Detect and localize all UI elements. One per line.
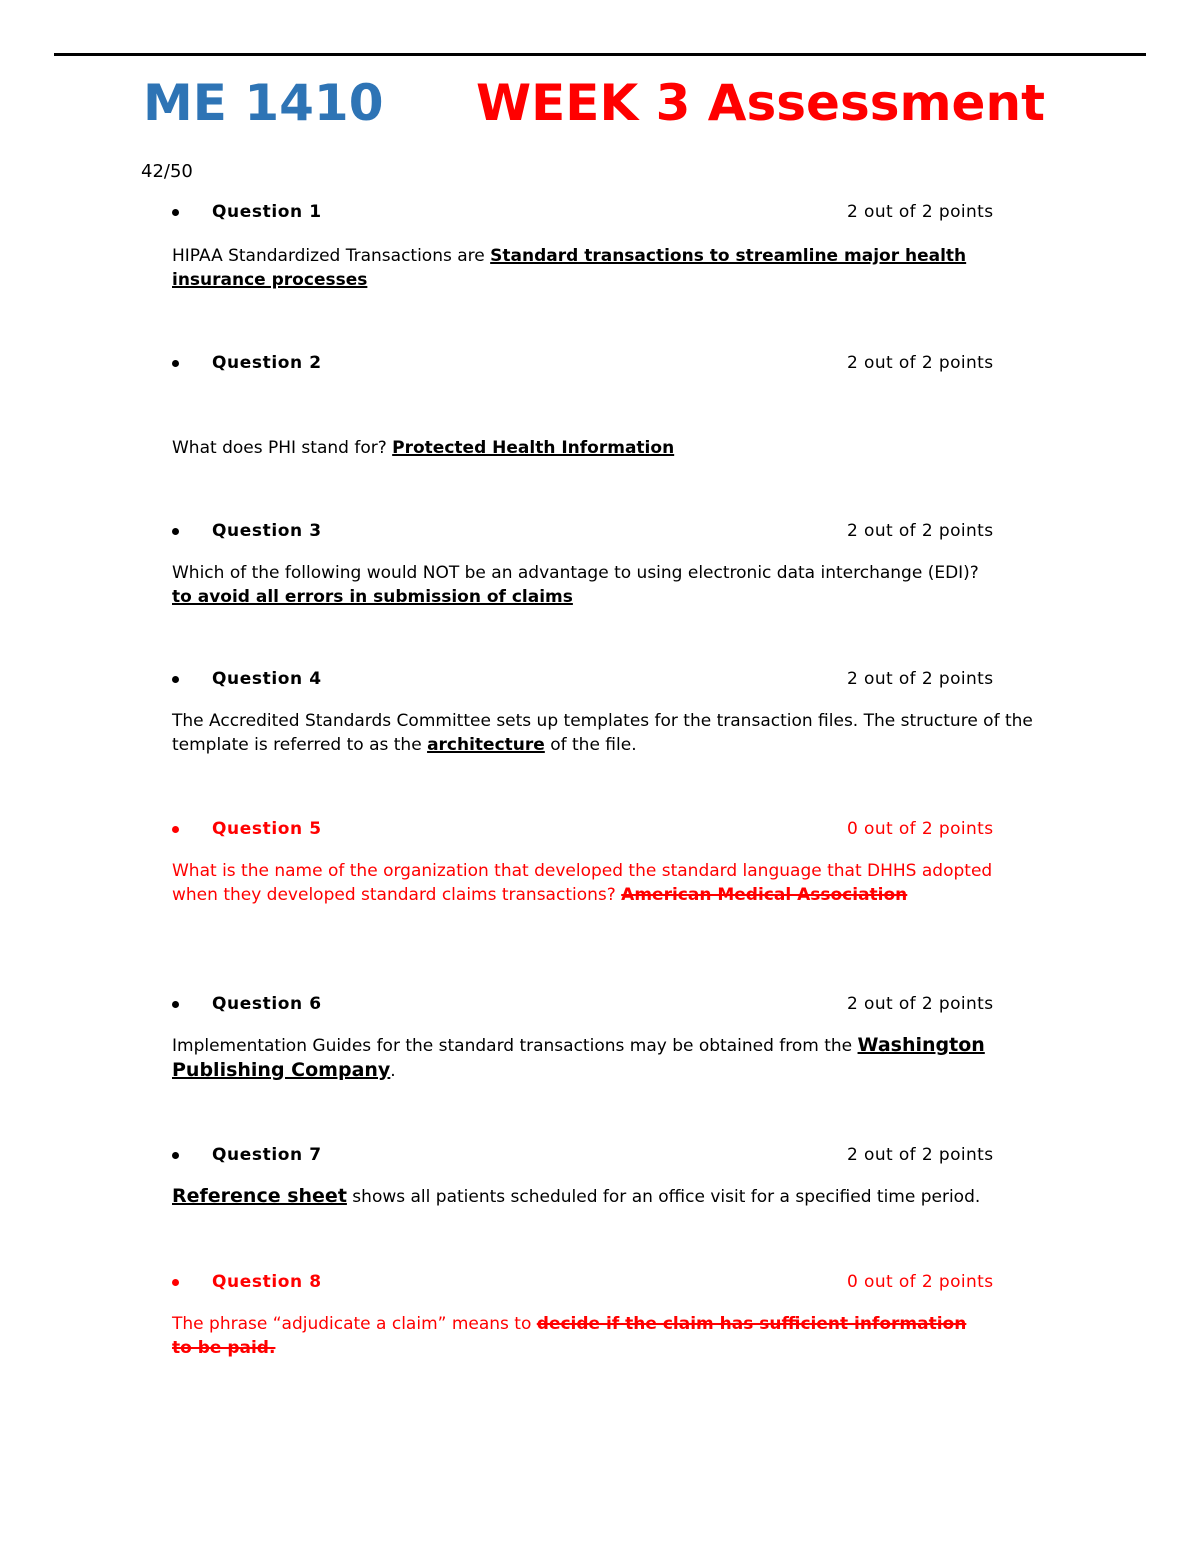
question-4-header [172,666,1032,692]
total-score: 42/50 [141,161,193,182]
question-suffix: of the file. [544,734,637,755]
question-answer: Reference sheet [172,1185,347,1207]
question-1-header [172,199,1032,225]
question-prompt: The Accredited Standards Committee sets up templates for the transaction files. The structure of the template is referred to as the [172,711,1033,755]
question-label: Question 4 [212,669,322,689]
question-8-body [172,1313,972,1360]
question-suffix: . [390,1060,396,1081]
question-7-header [172,1142,1032,1168]
question-answer: Protected Health Information [392,438,675,458]
question-label: Question 7 [212,1145,322,1165]
question-prompt: What is the name of the organization that developed the standard language that DHHS adopted when they developed standard claims transactions? [172,861,993,905]
question-answer: decide if the claim has sufficient information to be paid. [172,1314,967,1358]
question-points: 2 out of 2 points [847,521,994,541]
question-answer: architecture [427,734,545,755]
question-points: 2 out of 2 points [847,669,994,689]
assessment-title: WEEK 3 Assessment [476,74,1045,132]
bullet-icon [172,360,179,367]
bullet-icon [172,1001,179,1008]
question-8-header [172,1269,1032,1295]
question-answer: Washington Publishing Company [172,1034,985,1081]
question-3-body [172,562,1062,609]
question-label: Question 3 [212,521,322,541]
question-label: Question 6 [212,994,322,1014]
question-prompt: HIPAA Standardized Transactions are [172,246,491,266]
question-2-body [172,437,1062,461]
question-answer: Standard transactions to streamline major health insurance processes [172,246,967,290]
question-6-header [172,991,1032,1017]
question-answer: to avoid all errors in submission of claims [172,586,573,607]
question-prompt: What does PHI stand for? [172,438,393,458]
bullet-icon [172,1152,179,1159]
top-rule [54,53,1146,56]
bullet-icon [172,826,179,833]
question-7-body [172,1185,1072,1210]
question-points: 2 out of 2 points [847,1145,994,1165]
question-label: Question 2 [212,353,322,373]
bullet-icon [172,528,179,535]
bullet-icon [172,1279,179,1286]
question-6-body [172,1034,1072,1083]
bullet-icon [172,676,179,683]
question-points: 2 out of 2 points [847,994,994,1014]
question-2-header [172,350,1032,376]
question-prompt: The phrase “adjudicate a claim” means to [172,1314,537,1334]
question-points: 0 out of 2 points [847,1272,994,1292]
question-suffix: shows all patients scheduled for an office visit for a specified time period. [346,1187,981,1207]
question-answer: American Medical Association [621,884,908,905]
question-4-body [172,710,1062,757]
question-1-body [172,245,1062,292]
question-5-header [172,816,1032,842]
question-prompt: Implementation Guides for the standard transactions may be obtained from the [172,1036,858,1056]
question-label: Question 1 [212,202,322,222]
question-points: 2 out of 2 points [847,202,994,222]
question-5-body [172,860,1022,907]
question-points: 2 out of 2 points [847,353,994,373]
question-label: Question 5 [212,819,322,839]
page-title [143,70,1045,140]
course-code: ME 1410 [143,74,384,132]
question-3-header [172,518,1032,544]
question-label: Question 8 [212,1272,322,1292]
question-prompt: Which of the following would NOT be an advantage to using electronic data interchange (EDI)? [172,563,979,583]
bullet-icon [172,209,179,216]
question-points: 0 out of 2 points [847,819,994,839]
